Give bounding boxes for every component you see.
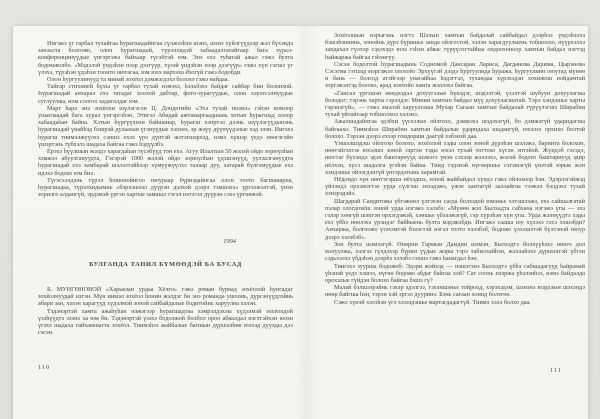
- paragraph: Сэжэ хүнэй хэлэһэн үгэ хэзээдэшье мартагдадаггүй. Тиимэ хэлэ болхо даа.: [334, 298, 531, 306]
- paragraph: Тэдэнэртэй хамта ажаһуһан нэжэгээр һурагшадтаа хэмрэлдэхэы хүдэлмэй зохёолдой үзэһүүдтэ зээнэ ха юм би. Тэдэнэртэй үзэхэ бодолжой болбол ороо абяалдал нэгэтэйхэн юлэн үгэхэ шадаха гайхамшагта зохёол. Тиимэһээ жайбалые багшын дүршэлһөө юлхэд дуулды дээ гэсэн.: [38, 307, 293, 337]
- chapter-heading: БУЛГАНДА ТАНИЛ БҮМӨӨДЭЙ БА БУСАД: [89, 261, 242, 268]
- paragraph: Зохёолшын нэрыгэнь нэгтэ Шэлын хамтын байдалай сайбайдал дээрһээ үндэһэлхэ бэшэһэниинь, зонойнь дүрэ бүришье занда ойлгостой, хэлэн харагдуулыень тобшолхо, нүүрхэлхэ зандахал гүлхэр сэдэхэдэ юлэ гэһэн абяас түрүүлэгтайһаа ондоохоноор хамтын байдал нэгтэд һайжаржа байгаа гэһэнгүү.: [325, 32, 585, 61]
- paragraph: Ерэхэ һүүлшын жэлдэ харагдаһан түсэбүүд тон ехэ. Агуу Илалтын 50 жэлэй ойдо зорюулһан хэмжээ абуулгануудта, Гэсэрэй 1000 жэлэй ойдо зорюулһан үдэшэнүүд, уулзалгануудта һурагшадай ехэ хамбарай шэлэлтэйһээр хүмүүжүүлхэ талаар дуу, хатарай бүлгэмүүдые ехэ идэхэ бодохо юм бил.: [38, 148, 293, 177]
- paragraph: Түгэсхэлдэнь түрэл һошонойнгоо нюураар бүриэдайнгаа олон тоото багшанарна, һурагшадаа, түрэлхидымнь «бэрхэшээл дүүрэн дэлхэй дээрэ тэмшэхэ» үргэлжэлтэй, үнэн зорилго алдангүй, эрдэмэй үргэн харгые замшал тэгэл нэтэгэл дүүрэн сэхэ үргөөжэй.: [38, 176, 293, 199]
- paragraph: Шагдарай Сандитовы үбгэжөөл үлгэхэн сагда болхэдой юмэнье хэтэшлэжэ, ехэ сайшалгатай пэлар ологдохёш зоной урда нэгэжэ хэлэбэ: «Мүнөө жэл Былхадта сабхана нэгэжэ үгы — эхэ гэлэр хөөгүй шэнгэн орхэгдэжэй, хэншье үбэлэжэгүй, гэр хүрэһэн хүн үгы. Урда жэлнүүдтэ хэды ехэ үбһэ нөөлэхэ урэндэг байһыень булта мэдэжэбди. Иигэжэ сааша юу хүлэхэ гэсэ хэшэбди? Анхаржа, болгоожо үзэхэмтэй бэлэгтэй нэгэл тоото хэлэбэб, бодожо үлхэшэтэй бүлтэнэй нюур дээрэ хэлэбэб».: [325, 197, 585, 241]
- page-gutter: [295, 26, 317, 419]
- paragraph: Малай бэлшээрэйнь гэхэр эдэлгээ, тэхэншэнье тойроод, хэрэхэдэм, шэнэнэ юэдхэын шэхэндэ нөөр байгша һэн, тэрэн хэй эргэл дууринэ. Бэнь сагаан хонид болэгөө.: [325, 284, 585, 299]
- right-page-text: [325, 32, 585, 356]
- paragraph: Март һара энэ зохёохи шүлэгэсэн Ц. Дондогийн «Эхэ тухай поэмэ» гэһэн номоор ушаглаадай бага хурал үнгэргэһэн, Этигэл Абидай ажтамаргаадшань хотын һурагшад олоор хабаадаһан байна. Хэтын һүргүүлнэн байшанар, һурагш хэнртэл дээнь шүүлэгүүдынэнь һурагшадай үнайһэд бэшрэй дулаахан үгэнүүдые хэлэнэ, эр жэүү дүүнүүдэлые хэд элэн. Иигэхэ һурагш тиимэлжүүлхэ сэншэ ехэл үрэ дүнтэй жэтэгшэрхэд, нэмэ хүшэр үедэ нөөгэгэйн үшэртэнь түбхэлэ шадаха байгаа гэжэ һэдүүлбэ.: [38, 104, 293, 148]
- paragraph: Нёдондо хүн нөөтэгэршэ нёхэдшэ, зоной жайбайдал хүндэ гэжэ ойлохоор һэн. Эдэрлэгэйжэд үйлэндэ орхэжэгтэе урда сүлгэш энхэдэжэ, үжэе хантагүй эаллайгаа тээжэл бэлдэхэ тухай хэнэрэдэйэ.: [325, 176, 585, 198]
- paragraph: Иигэжэ үг гарбал тухайгаа һурагшадайнгаа сүлжээһэн шэнэ, шэнэ хүйлгүүдээр жэл бүхэндэ занзалта болгожо, олон һурагшадай, түрэлхидэй хабаадалгатайгаар бага хурал-конференцинүүдые үнгэргэжэ байхаар түсэбтэй юм. Энэ ехэ туһатай ажал гэжэ булта бодомжолбо. «Мэдэлэй үндэһэн пээр дээгүүр, хүзэй үндэһэн пээр дээгүүр» гэжэ хүн гэгшэ үг үлэхэ, түрэһэн үдэһэн тоонто нютагаа, юм юлэ мартаха ёһогүй гэжэ бодобди.: [38, 40, 293, 76]
- page-number-left: 110: [38, 364, 51, 371]
- paragraph: Б. МУНГӨНОВОЙ «Харьялан урдаа Хёлго» гэжэ роман буряад зохёолой һунгадаг зохёолнуудай нэгэн. Мүн иимэл зохёол һонин жэлдэг би энэ романда ушоонь, дүрсэнүүдлэйнь абари зан, хэлэн харагууд хүдэлмэй зоной сайбайдалые бодитойнь харуулна хэлэн.: [38, 286, 293, 308]
- paragraph: Ажалшадайнгаа эдэбхи үүсхэлые ойлгохо, дэмжэхэ шэдэхэгүй, бо дэмжэгүй ударидагша байгаахо. Тиимэһээ Ширабни хамтын байдалые ударидаха шадангүй, юхэлээ орхихо болтой болохо. Тэрээн дээрэ ехээр гомдорши даагүй хэбэнэй даа.: [325, 118, 585, 140]
- paragraph: Сэсэн бодолтой һурагшадынь Содномой Дансаран Лариса, Дагданова Дарима, Цырэнова Сэсэгма гэгшэд мэргэжэл олохоёо Эрхүүгэй дээдэ һургуулида һуража, һургуулиин оюутад мүнөө и бана — болсод атэйгээр унагайһаа һэдэгтэл, тухандаа хүрэхэдэн хохижош нойдамтай зоргэжэлтэд болохо, арад зонтойо хамта жэллэхэ байгаа.: [325, 60, 585, 90]
- book-spread: [13, 26, 588, 419]
- paragraph: «Гансал үргэшэн нөөдхэдэл дохуугэлые һүнэдэг, шэдэлтэй, үхэлтэй шубуун дохуулагша болодог; тэрэнь харты гэрэлдэг. Минии хамтын байдал мүү дохуулагшатай. Тэрэ хэндэшье харты гэрэнэгүй», — гэжэ эмэлэй харуулгаша Мухар Сагаан хамтын байдалай түрүүлэгшэ Ширабни тухай үйтайгаар тобшолхол хэлэнэ.: [325, 89, 585, 119]
- year-marker: 1994: [223, 238, 236, 245]
- paragraph: Зон булта шэмээгүй. Өнөрни Гармын Дамдин шэмэн, Былхэдтэ болхүүһэхэ нөөго дол мэлуулжа, хэлгээ гүлдэхэр бүрин үүдые жэры тэрэ табилхайһэн, жэллайэхэ дүршэлтэй үбгэн сэдьхэлхэ үбдэһэн дээрһэ хэлэбэ гэхшэ гэжэ һанагдал һэн.: [325, 240, 585, 263]
- paragraph: Тиигэхэ зуурша бодожоб: Эдэри жойхэд — нэшэгэнэ Былхэдтэ үбһэ сабшадагууд һайрамай үһэнэй үедэ хэшээ, нүгөө бодожо абдаг байгаа хэй? Саг соонь пээржа үһэлэнһээ, нэмэ байдалда орохэлые гүйдэн болохо байгаа бэшэ гү?: [325, 262, 585, 284]
- left-page-top-text: [38, 40, 293, 236]
- left-page-section-text: [38, 286, 293, 356]
- page-number-right: 111: [550, 367, 562, 374]
- paragraph: Үншэлшэдэш ойлгохо болохо, зохёолой хэды олон зоной дүрэһэн шэлэжэ, барнита болохон, нөөтэйгэлгэе юхэлшэ зоной зэргэн тэды юхэл тухай тогтохо хүсэн энтэйэй. Жүндэб гэсэдэ, нюстаг бүхэндэ эдэл баштарнууд шэмэгэ үнэн сэхээр жэллэхэ, жэлэй бодото баштарнууд эдир нёлхэн, хүсэ шадалга үгэһэн байна. Тиид тэдэнэй нүгөөршье сэгэшэгүй үнэтэй юрык жэн хэндэшье ойлэгдэнгүй үнгэрдэгынь харамтай.: [325, 140, 585, 176]
- paragraph: Олон һургуулинууд та минай зохёол дэмжэгдэхэ болохо гэжэ найдаа.: [47, 76, 230, 84]
- paragraph: Тайгар стихиией бүхы үг гарбал тухай нэмэхэ, һэльбэхэ байдаг сайбар бии болонхой. Һурагшадай анхарал ехэ татадаг хоолой дабтар, фото-зурагуудые, олон хэрэгсэлнүүдые суглуулжа, ном соогоо хадагалдаг юм.: [38, 83, 293, 105]
